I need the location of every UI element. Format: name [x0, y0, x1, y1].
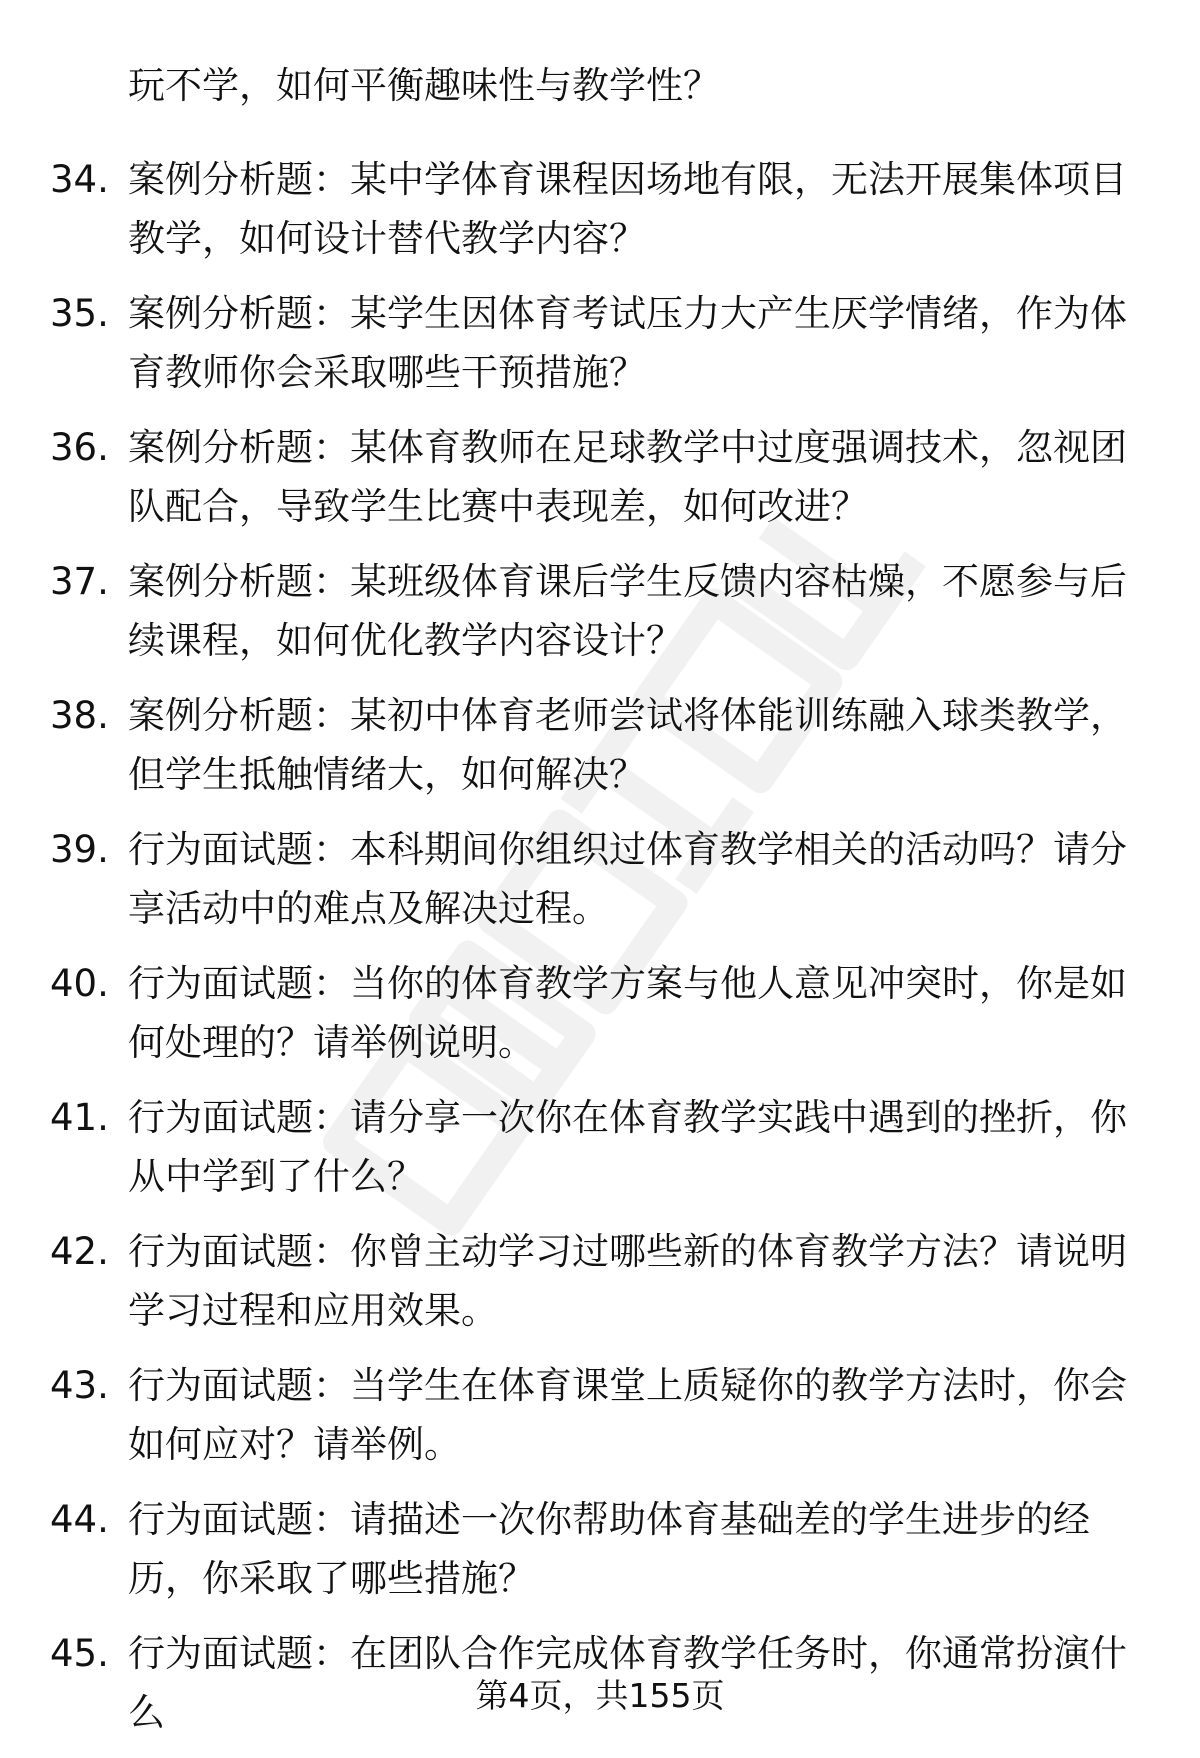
question-number: 34.	[50, 158, 109, 201]
question-number: 43.	[50, 1364, 109, 1407]
question-list	[0, 150, 1200, 1758]
page-footer: 第4页，共155页	[475, 1676, 725, 1715]
question-number: 35.	[50, 292, 109, 335]
question-number: 38.	[50, 694, 109, 737]
question-number: 40.	[50, 962, 109, 1005]
list-item	[0, 1490, 1200, 1624]
list-item	[0, 954, 1200, 1088]
question-number: 39.	[50, 828, 109, 871]
list-item	[0, 1222, 1200, 1356]
question-text: 案例分析题：某学生因体育考试压力大产生厌学情绪，作为体育教师你会采取哪些干预措施？	[128, 292, 1127, 394]
question-number: 41.	[50, 1096, 109, 1139]
question-text: 案例分析题：某体育教师在足球教学中过度强调技术，忽视团队配合，导致学生比赛中表现差，如何改进？	[128, 426, 1127, 528]
question-text: 行为面试题：请分享一次你在体育教学实践中遇到的挫折，你从中学到了什么？	[128, 1096, 1127, 1198]
question-number: 42.	[50, 1230, 109, 1273]
question-text: 案例分析题：某班级体育课后学生反馈内容枯燥，不愿参与后续课程，如何优化教学内容设计？	[128, 560, 1127, 662]
list-item	[0, 418, 1200, 552]
question-text: 行为面试题：当你的体育教学方案与他人意见冲突时，你是如何处理的？请举例说明。	[128, 962, 1127, 1064]
question-number: 36.	[50, 426, 109, 469]
question-text: 行为面试题：当学生在体育课堂上质疑你的教学方法时，你会如何应对？请举例。	[128, 1364, 1127, 1466]
question-text: 行为面试题：本科期间你组织过体育教学相关的活动吗？请分享活动中的难点及解决过程。	[128, 828, 1127, 930]
list-item	[0, 820, 1200, 954]
question-text: 案例分析题：某初中体育老师尝试将体能训练融入球类教学，但学生抵触情绪大，如何解决？	[128, 694, 1127, 796]
question-text: 行为面试题：你曾主动学习过哪些新的体育教学方法？请说明学习过程和应用效果。	[128, 1230, 1127, 1332]
list-item	[0, 1088, 1200, 1222]
question-number: 37.	[50, 560, 109, 603]
question-number: 44.	[50, 1498, 109, 1541]
list-item	[0, 1356, 1200, 1490]
question-number: 45.	[50, 1632, 109, 1675]
list-item	[0, 150, 1200, 284]
list-item	[0, 552, 1200, 686]
question-text: 行为面试题：在团队合作完成体育教学任务时，你通常扮演什么	[128, 1632, 1127, 1734]
question-text: 案例分析题：某中学体育课程因场地有限，无法开展集体项目教学，如何设计替代教学内容？	[128, 158, 1127, 260]
question-text: 行为面试题：请描述一次你帮助体育基础差的学生进步的经历，你采取了哪些措施？	[128, 1498, 1090, 1600]
continuation-text: 玩不学，如何平衡趣味性与教学性？	[128, 64, 720, 107]
list-item	[0, 284, 1200, 418]
list-item	[0, 686, 1200, 820]
